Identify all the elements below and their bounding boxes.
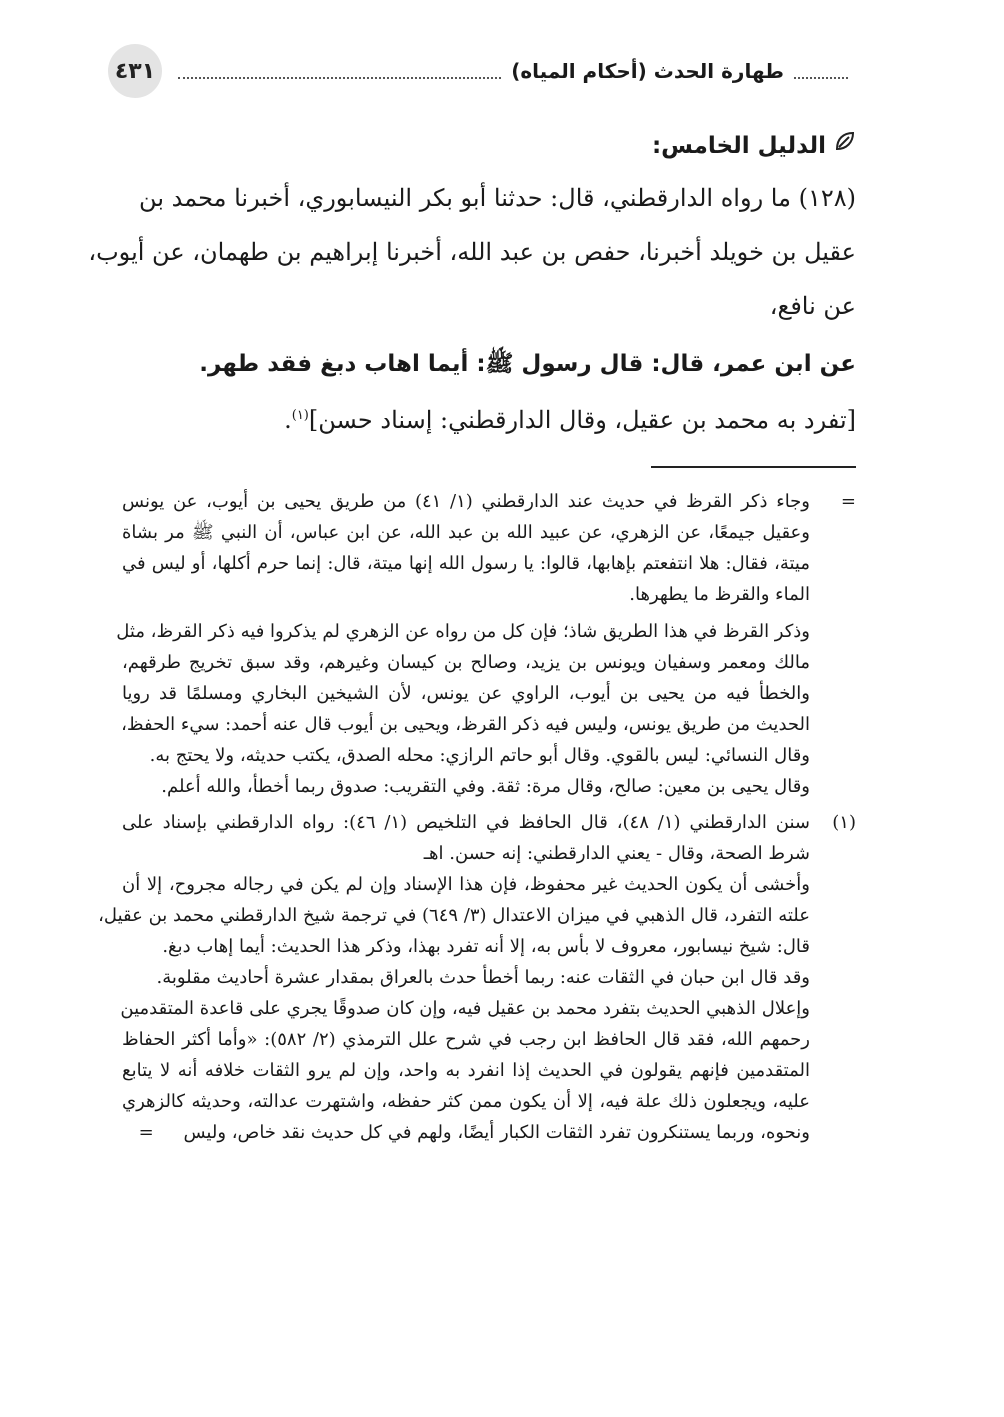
footnote-line: وذكر القرظ في هذا الطريق شاذ؛ فإن كل من رواه عن الزهري لم يذكروا فيه ذكر القرظ، مثل [116, 621, 810, 642]
footnote-line: وقد قال ابن حبان في الثقات عنه: ربما أخطأ حدث بالعراق بمقدار عشرة أحاديث مقلوبة. [156, 967, 810, 988]
para1-line-3: عن نافع، [769, 292, 856, 320]
footnote-line: وإعلال الذهبي الحديث بتفرد محمد بن عقيل فيه، وإن كان صدوقًا يجري على قاعدة المتقدمين [120, 998, 810, 1019]
trailing-continuation-marker: = [138, 1122, 154, 1143]
para1-line-1: (١٢٨) ما رواه الدارقطني، قال: حدثنا أبو بكر النيسابوري، أخبرنا محمد بن [139, 184, 856, 212]
heading-text: الدليل الخامس: [651, 133, 826, 159]
verdict-text: [تفرد به محمد بن عقيل، وقال الدارقطني: إسناد حسن] [308, 406, 856, 434]
footnote-line: = وجاء ذكر القرظ في حديث عند الدارقطني (١/ ٤١) من طريق يحيى بن أيوب، عن يونس [122, 486, 856, 517]
footnote-line: الحديث من طريق يونس، وليس فيه ذكر القرظ، ويحيى بن أيوب قال عنه أحمد: سيء الحفظ، [121, 714, 810, 735]
footnote-line: علته التفرد، قال الذهبي في ميزان الاعتدال (٣/ ٦٤٩) في ترجمة شيخ الدارقطني محمد بن عقيل، [98, 905, 810, 926]
footnote-line: الماء والقرظ ما يطهرها. [629, 584, 810, 605]
verdict-line [284, 394, 856, 438]
footnote-line: والخطأ فيه من يحيى بن أيوب، الراوي عن يونس، لأن الشيخين البخاري ومسلمًا قد رويا [122, 683, 810, 704]
header-dots-left [178, 63, 501, 79]
footnote-reference[interactable]: (١) [291, 408, 309, 423]
hadith-text: عن ابن عمر، قال: قال رسول ﷺ: أيما اهاب دبغ فقد طهر. [199, 351, 856, 377]
footnote-line: وعقيل جيمعًا، عن الزهري، عن عبيد الله بن عبد الله، عن ابن عباس، أن النبي ﷺ مر بشاة [122, 522, 810, 543]
para1-line-2: عقيل بن خويلد أخبرنا، حفص بن عبد الله، أخبرنا إبراهيم بن طهمان، عن أيوب، [88, 238, 856, 266]
footnote-line: وقال النسائي: ليس بالقوي. وقال أبو حاتم الرازي: محله الصدق، يكتب حديثه، ولا يحتج به. [149, 745, 810, 766]
footnote-line: ونحوه، وربما يستنكرون تفرد الثقات الكبار أيضًا، ولهم في كل حديث نقد خاص، وليس = [138, 1122, 810, 1143]
footnote-line: عليه، ويجعلون ذلك علة فيه، إلا أن يكون ممن كثر حفظه، واشتهرت عدالته، وحديثه كالزهري [122, 1091, 810, 1112]
section-heading [652, 124, 856, 168]
continuation-marker: = [840, 491, 856, 512]
footnote-1-line: (١) سنن الدارقطني (١/ ٤٨)، قال الحافظ في التلخيص (١/ ٤٦): رواه الدارقطني بإسناد على [122, 807, 856, 838]
header-dots-right [794, 63, 848, 79]
running-header [178, 56, 848, 86]
verdict-end: . [284, 406, 292, 434]
footnote-line: وقال يحيى بن معين: صالح، وقال مرة: ثقة. وفي التقريب: صدوق ربما أخطأ، والله أعلم. [161, 776, 810, 797]
footnote-line: شرط الصحة، وقال - يعني الدارقطني: إنه حسن. اهـ [423, 843, 810, 864]
footnote-separator [651, 466, 856, 468]
footnote-line: رحمهم الله، فقد قال الحافظ ابن رجب في شرح علل الترمذي (٢/ ٥٨٢): «وأما أكثر الحفاظ [122, 1029, 810, 1050]
footnote-line: قال: شيخ نيسابور، معروف لا بأس به، إلا أنه تفرد بهذا، وذكر هذا الحديث: أيما إهاب دبغ. [162, 936, 810, 957]
footnote-line: وأخشى أن يكون الحديث غير محفوظ، فإن هذا الإسناد وإن لم يكن في رجاله مجروح، إلا أن [122, 874, 810, 895]
footnote-1-marker: (١) [832, 812, 856, 833]
footnote-line: المتقدمين فإنهم يقولون في الحديث إذا انفرد به واحد، وإن لم يرو الثقات خلافه أنه لا يتابع [122, 1060, 810, 1081]
running-title: طهارة الحدث (أحكام المياه) [511, 59, 784, 83]
footnote-line: ميتة، فقال: هلا انتفعتم بإهابها، قالوا: يا رسول الله إنها ميتة، قال: إنما حرم أكلها، أو ليس في [122, 553, 810, 574]
page-number-badge: ٤٣١ [108, 44, 162, 98]
footnote-line: مالك ومعمر وسفيان ويونس بن يزيد، وصالح بن كيسان وغيرهم، وقد سبق تخريج طرقهم، [122, 652, 810, 673]
leaf-ornament-icon [834, 124, 856, 168]
